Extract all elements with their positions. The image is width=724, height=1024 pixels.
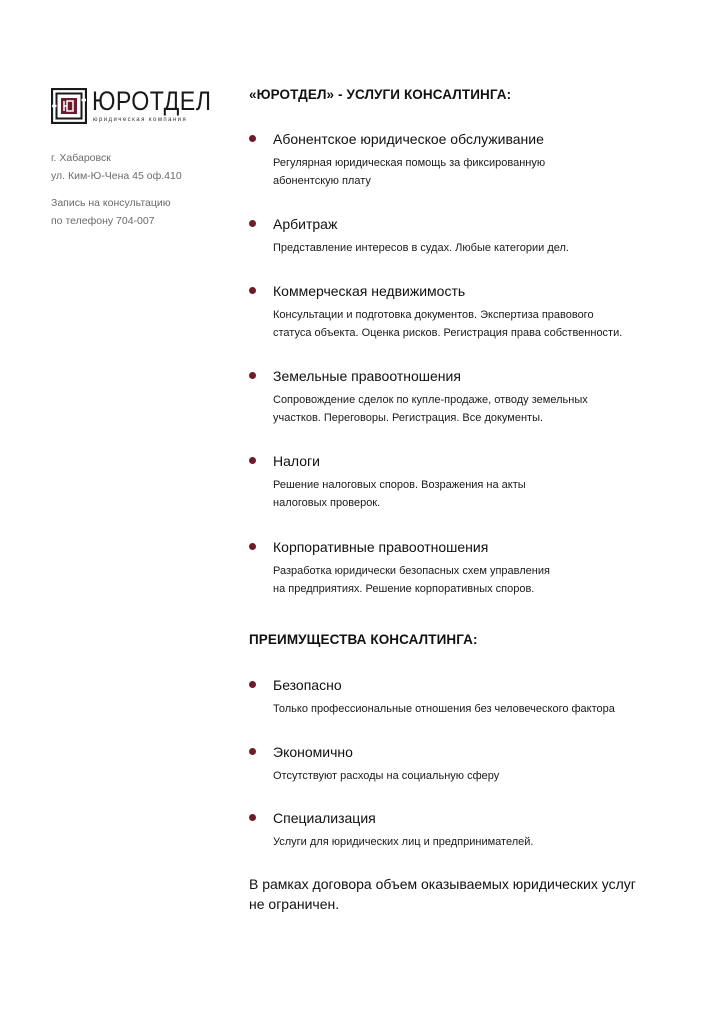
service-title: Арбитраж [273, 216, 338, 232]
booking-block [51, 194, 231, 230]
bullet-dot [249, 135, 256, 142]
booking-line-2: по телефону 704-007 [51, 215, 155, 227]
service-description [273, 562, 683, 598]
address-block [51, 149, 231, 185]
bullet-dot [249, 457, 256, 464]
description-line: Представление интересов в судах. Любые категории дел. [273, 242, 569, 254]
service-description [273, 391, 683, 427]
advantage-title: Экономично [273, 744, 353, 760]
bullet-dot [249, 814, 256, 821]
service-title: Абонентское юридическое обслуживание [273, 131, 544, 147]
description-line: на предприятиях. Решение корпоративных споров. [273, 583, 535, 595]
bullet-dot [249, 543, 256, 550]
bullet-dot [249, 748, 256, 755]
bullet-dot [249, 220, 256, 227]
bullet-dot [249, 287, 256, 294]
footnote-line: не ограничен. [249, 896, 340, 912]
brand-name: ЮРОТДЕЛ [92, 86, 212, 116]
booking-line-1: Запись на консультацию [51, 197, 171, 209]
address: ул. Ким-Ю-Чена 45 оф.410 [51, 170, 182, 182]
city: г. Хабаровск [51, 152, 111, 164]
service-title: Земельные правоотношения [273, 368, 461, 384]
description-line: абонентскую плату [273, 175, 371, 187]
company-logo [51, 86, 212, 128]
bullet-dot [249, 681, 256, 688]
description-line: участков. Переговоры. Регистрация. Все документы. [273, 412, 544, 424]
service-description [273, 306, 683, 342]
advantage-title: Безопасно [273, 677, 342, 693]
service-description [273, 154, 683, 190]
service-description [273, 239, 683, 257]
description-line: Решение налоговых споров. Возражения на акты [273, 479, 526, 491]
service-title: Корпоративные правоотношения [273, 539, 489, 555]
service-description [273, 476, 683, 512]
description-line: Разработка юридически безопасных схем управления [273, 565, 550, 577]
advantage-description: Отсутствуют расходы на социальную сферу [273, 770, 500, 782]
sidebar [51, 86, 231, 230]
description-line: Консультации и подготовка документов. Экспертиза правового [273, 309, 594, 321]
advantage-description: Только профессиональные отношения без человеческого фактора [273, 703, 615, 715]
footnote-line: В рамках договора объем оказываемых юридических услуг [249, 876, 636, 892]
description-line: налоговых проверок. [273, 497, 381, 509]
advantage-title: Специализация [273, 810, 376, 826]
maze-logo-icon [51, 88, 87, 124]
footnote [249, 874, 689, 914]
service-title: Коммерческая недвижимость [273, 283, 466, 299]
bullet-dot [249, 372, 256, 379]
services-title: «ЮРОТДЕЛ» - УСЛУГИ КОНСАЛТИНГА: [249, 87, 512, 102]
description-line: статуса объекта. Оценка рисков. Регистрация права собственности. [273, 327, 623, 339]
description-line: Сопровождение сделок по купле-продаже, отводу земельных [273, 394, 588, 406]
advantage-description: Услуги для юридических лиц и предпринимателей. [273, 836, 534, 848]
description-line: Регулярная юридическая помощь за фиксированную [273, 157, 546, 169]
service-title: Налоги [273, 453, 320, 469]
main-content [249, 86, 689, 912]
advantages-title: ПРЕИМУЩЕСТВА КОНСАЛТИНГА: [249, 632, 478, 647]
brand-tagline: юридическая компания [93, 117, 188, 123]
